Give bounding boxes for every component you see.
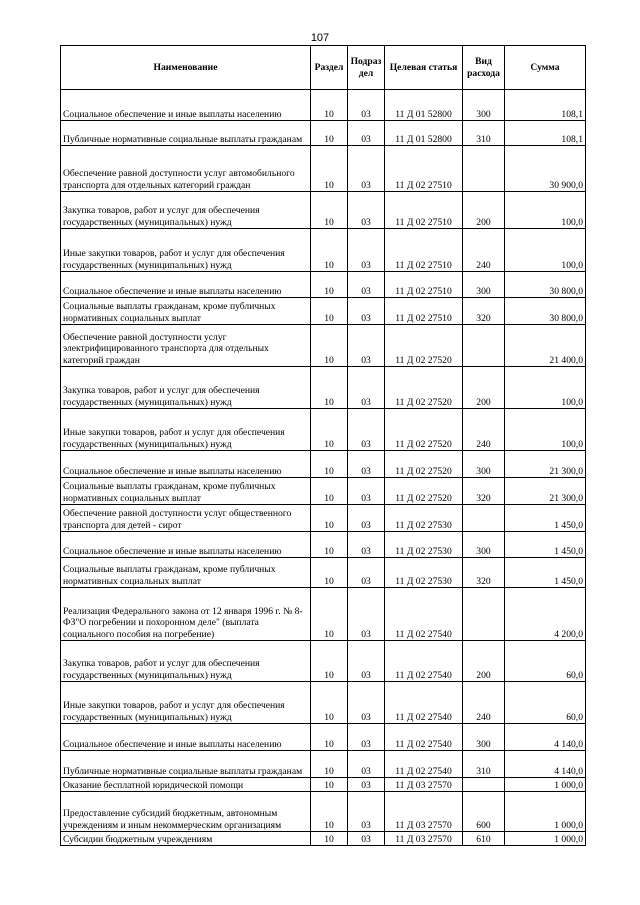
cell-expense-type: 300	[463, 272, 505, 298]
cell-name: Закупка товаров, работ и услуг для обеспечения государственных (муниципальных) нужд	[61, 641, 311, 682]
cell-podrazdel: 03	[348, 724, 385, 751]
cell-razdel: 10	[311, 367, 348, 409]
cell-name: Иные закупки товаров, работ и услуг для обеспечения государственных (муниципальных) нужд	[61, 409, 311, 451]
cell-name: Социальное обеспечение и иные выплаты населению	[61, 451, 311, 478]
cell-target-article: 11 Д 02 27510	[385, 229, 463, 272]
cell-podrazdel: 03	[348, 505, 385, 532]
cell-target-article: 11 Д 02 27530	[385, 532, 463, 558]
page-number: 107	[310, 32, 330, 44]
cell-podrazdel: 03	[348, 792, 385, 832]
cell-razdel: 10	[311, 325, 348, 367]
cell-razdel: 10	[311, 505, 348, 532]
cell-razdel: 10	[311, 451, 348, 478]
table-row	[61, 367, 586, 409]
header-razdel: Раздел	[311, 46, 348, 90]
cell-target-article: 11 Д 03 27570	[385, 832, 463, 846]
table-row	[61, 192, 586, 229]
cell-target-article: 11 Д 02 27540	[385, 751, 463, 778]
cell-razdel: 10	[311, 478, 348, 505]
cell-name: Публичные нормативные социальные выплаты гражданам	[61, 751, 311, 778]
cell-podrazdel: 03	[348, 532, 385, 558]
cell-name: Социальные выплаты гражданам, кроме публичных нормативных социальных выплат	[61, 298, 311, 325]
cell-sum: 1 450,0	[505, 532, 586, 558]
cell-expense-type: 600	[463, 792, 505, 832]
cell-sum: 30 800,0	[505, 298, 586, 325]
cell-name: Предоставление субсидий бюджетным, автономным учреждениям и иным некоммерческим организациям	[61, 792, 311, 832]
cell-target-article: 11 Д 03 27570	[385, 792, 463, 832]
cell-name: Субсидии бюджетным учреждениям	[61, 832, 311, 846]
table-row	[61, 558, 586, 588]
table-row	[61, 532, 586, 558]
cell-target-article: 11 Д 02 27510	[385, 272, 463, 298]
table-row	[61, 792, 586, 832]
cell-podrazdel: 03	[348, 682, 385, 724]
cell-expense-type: 300	[463, 451, 505, 478]
cell-expense-type: 200	[463, 192, 505, 229]
cell-razdel: 10	[311, 588, 348, 641]
cell-sum: 4 140,0	[505, 724, 586, 751]
cell-sum: 1 450,0	[505, 558, 586, 588]
cell-razdel: 10	[311, 146, 348, 192]
cell-target-article: 11 Д 02 27510	[385, 298, 463, 325]
cell-target-article: 11 Д 02 27530	[385, 505, 463, 532]
cell-expense-type: 310	[463, 751, 505, 778]
table-row	[61, 832, 586, 846]
cell-expense-type: 240	[463, 682, 505, 724]
cell-sum: 100,0	[505, 409, 586, 451]
cell-target-article: 11 Д 02 27530	[385, 558, 463, 588]
cell-expense-type	[463, 325, 505, 367]
table-row	[61, 588, 586, 641]
cell-expense-type: 300	[463, 90, 505, 121]
cell-sum: 4 140,0	[505, 751, 586, 778]
cell-name: Социальное обеспечение и иные выплаты населению	[61, 724, 311, 751]
cell-expense-type: 200	[463, 641, 505, 682]
cell-sum: 1 000,0	[505, 832, 586, 846]
table-row	[61, 121, 586, 146]
header-name: Наименование	[61, 46, 311, 90]
cell-name: Иные закупки товаров, работ и услуг для обеспечения государственных (муниципальных) нужд	[61, 229, 311, 272]
cell-podrazdel: 03	[348, 298, 385, 325]
table-row	[61, 478, 586, 505]
table-row	[61, 272, 586, 298]
cell-podrazdel: 03	[348, 272, 385, 298]
cell-sum: 30 900,0	[505, 146, 586, 192]
table-row	[61, 751, 586, 778]
cell-expense-type	[463, 505, 505, 532]
table-row	[61, 778, 586, 792]
cell-sum: 108,1	[505, 90, 586, 121]
cell-podrazdel: 03	[348, 121, 385, 146]
cell-podrazdel: 03	[348, 641, 385, 682]
cell-expense-type: 300	[463, 532, 505, 558]
cell-expense-type: 300	[463, 724, 505, 751]
cell-razdel: 10	[311, 792, 348, 832]
cell-target-article: 11 Д 02 27540	[385, 588, 463, 641]
cell-expense-type: 200	[463, 367, 505, 409]
cell-name: Социальное обеспечение и иные выплаты населению	[61, 272, 311, 298]
cell-razdel: 10	[311, 832, 348, 846]
cell-expense-type	[463, 146, 505, 192]
table-row	[61, 146, 586, 192]
cell-razdel: 10	[311, 90, 348, 121]
cell-expense-type: 320	[463, 298, 505, 325]
cell-razdel: 10	[311, 272, 348, 298]
cell-sum: 60,0	[505, 641, 586, 682]
cell-razdel: 10	[311, 298, 348, 325]
cell-target-article: 11 Д 02 27540	[385, 682, 463, 724]
cell-name: Закупка товаров, работ и услуг для обеспечения государственных (муниципальных) нужд	[61, 192, 311, 229]
cell-name: Социальное обеспечение и иные выплаты населению	[61, 532, 311, 558]
cell-razdel: 10	[311, 682, 348, 724]
cell-podrazdel: 03	[348, 832, 385, 846]
cell-target-article: 11 Д 02 27520	[385, 478, 463, 505]
cell-sum: 1 000,0	[505, 778, 586, 792]
cell-razdel: 10	[311, 121, 348, 146]
table-row	[61, 229, 586, 272]
cell-razdel: 10	[311, 724, 348, 751]
cell-podrazdel: 03	[348, 90, 385, 121]
header-expense-type: Вид расхода	[463, 46, 505, 90]
cell-razdel: 10	[311, 532, 348, 558]
cell-name: Закупка товаров, работ и услуг для обеспечения государственных (муниципальных) нужд	[61, 367, 311, 409]
cell-razdel: 10	[311, 409, 348, 451]
cell-podrazdel: 03	[348, 778, 385, 792]
cell-target-article: 11 Д 02 27540	[385, 724, 463, 751]
cell-podrazdel: 03	[348, 451, 385, 478]
table-row	[61, 409, 586, 451]
cell-sum: 100,0	[505, 192, 586, 229]
cell-expense-type	[463, 778, 505, 792]
cell-name: Оказание бесплатной юридической помощи	[61, 778, 311, 792]
cell-podrazdel: 03	[348, 367, 385, 409]
cell-sum: 60,0	[505, 682, 586, 724]
table-row	[61, 90, 586, 121]
cell-expense-type: 610	[463, 832, 505, 846]
cell-target-article: 11 Д 02 27520	[385, 409, 463, 451]
cell-podrazdel: 03	[348, 325, 385, 367]
cell-sum: 108,1	[505, 121, 586, 146]
cell-expense-type: 240	[463, 229, 505, 272]
table-header	[61, 46, 586, 90]
cell-podrazdel: 03	[348, 146, 385, 192]
cell-podrazdel: 03	[348, 192, 385, 229]
cell-target-article: 11 Д 01 52800	[385, 121, 463, 146]
cell-podrazdel: 03	[348, 478, 385, 505]
table-row	[61, 505, 586, 532]
cell-podrazdel: 03	[348, 588, 385, 641]
cell-sum: 30 800,0	[505, 272, 586, 298]
cell-target-article: 11 Д 02 27540	[385, 641, 463, 682]
header-sum: Сумма	[505, 46, 586, 90]
cell-razdel: 10	[311, 641, 348, 682]
cell-name: Социальные выплаты гражданам, кроме публичных нормативных социальных выплат	[61, 558, 311, 588]
cell-target-article: 11 Д 02 27520	[385, 451, 463, 478]
cell-sum: 21 400,0	[505, 325, 586, 367]
cell-name: Иные закупки товаров, работ и услуг для обеспечения государственных (муниципальных) нужд	[61, 682, 311, 724]
cell-razdel: 10	[311, 558, 348, 588]
table-row	[61, 451, 586, 478]
cell-name: Обеспечение равной доступности услуг электрифицированного транспорта для отдельных категорий граждан	[61, 325, 311, 367]
cell-target-article: 11 Д 02 27520	[385, 325, 463, 367]
table-row	[61, 724, 586, 751]
cell-razdel: 10	[311, 778, 348, 792]
cell-sum: 100,0	[505, 367, 586, 409]
cell-sum: 1 000,0	[505, 792, 586, 832]
cell-podrazdel: 03	[348, 751, 385, 778]
table-body	[61, 90, 586, 846]
cell-target-article: 11 Д 02 27510	[385, 192, 463, 229]
cell-target-article: 11 Д 03 27570	[385, 778, 463, 792]
cell-name: Публичные нормативные социальные выплаты гражданам	[61, 121, 311, 146]
cell-expense-type: 320	[463, 558, 505, 588]
table-row	[61, 298, 586, 325]
cell-expense-type: 320	[463, 478, 505, 505]
cell-name: Реализация Федерального закона от 12 января 1996 г. № 8-ФЗ"О погребении и похоронном деле" (выплата социального пособия на погребение)	[61, 588, 311, 641]
cell-sum: 100,0	[505, 229, 586, 272]
cell-name: Социальные выплаты гражданам, кроме публичных нормативных социальных выплат	[61, 478, 311, 505]
cell-sum: 4 200,0	[505, 588, 586, 641]
cell-target-article: 11 Д 01 52800	[385, 90, 463, 121]
cell-expense-type: 310	[463, 121, 505, 146]
cell-podrazdel: 03	[348, 229, 385, 272]
cell-sum: 1 450,0	[505, 505, 586, 532]
table-row	[61, 641, 586, 682]
cell-podrazdel: 03	[348, 558, 385, 588]
header-row	[61, 46, 586, 90]
cell-expense-type	[463, 588, 505, 641]
header-podrazdel: Подраз дел	[348, 46, 385, 90]
cell-name: Обеспечение равной доступности услуг автомобильного транспорта для отдельных категорий граждан	[61, 146, 311, 192]
cell-target-article: 11 Д 02 27520	[385, 367, 463, 409]
cell-podrazdel: 03	[348, 409, 385, 451]
cell-name: Обеспечение равной доступности услуг общественного транспорта для детей - сирот	[61, 505, 311, 532]
budget-table	[60, 45, 586, 846]
table-row	[61, 325, 586, 367]
cell-razdel: 10	[311, 751, 348, 778]
cell-name: Социальное обеспечение и иные выплаты населению	[61, 90, 311, 121]
header-target-article: Целевая статья	[385, 46, 463, 90]
cell-sum: 21 300,0	[505, 451, 586, 478]
cell-expense-type: 240	[463, 409, 505, 451]
cell-razdel: 10	[311, 192, 348, 229]
cell-target-article: 11 Д 02 27510	[385, 146, 463, 192]
table-row	[61, 682, 586, 724]
cell-razdel: 10	[311, 229, 348, 272]
cell-sum: 21 300,0	[505, 478, 586, 505]
